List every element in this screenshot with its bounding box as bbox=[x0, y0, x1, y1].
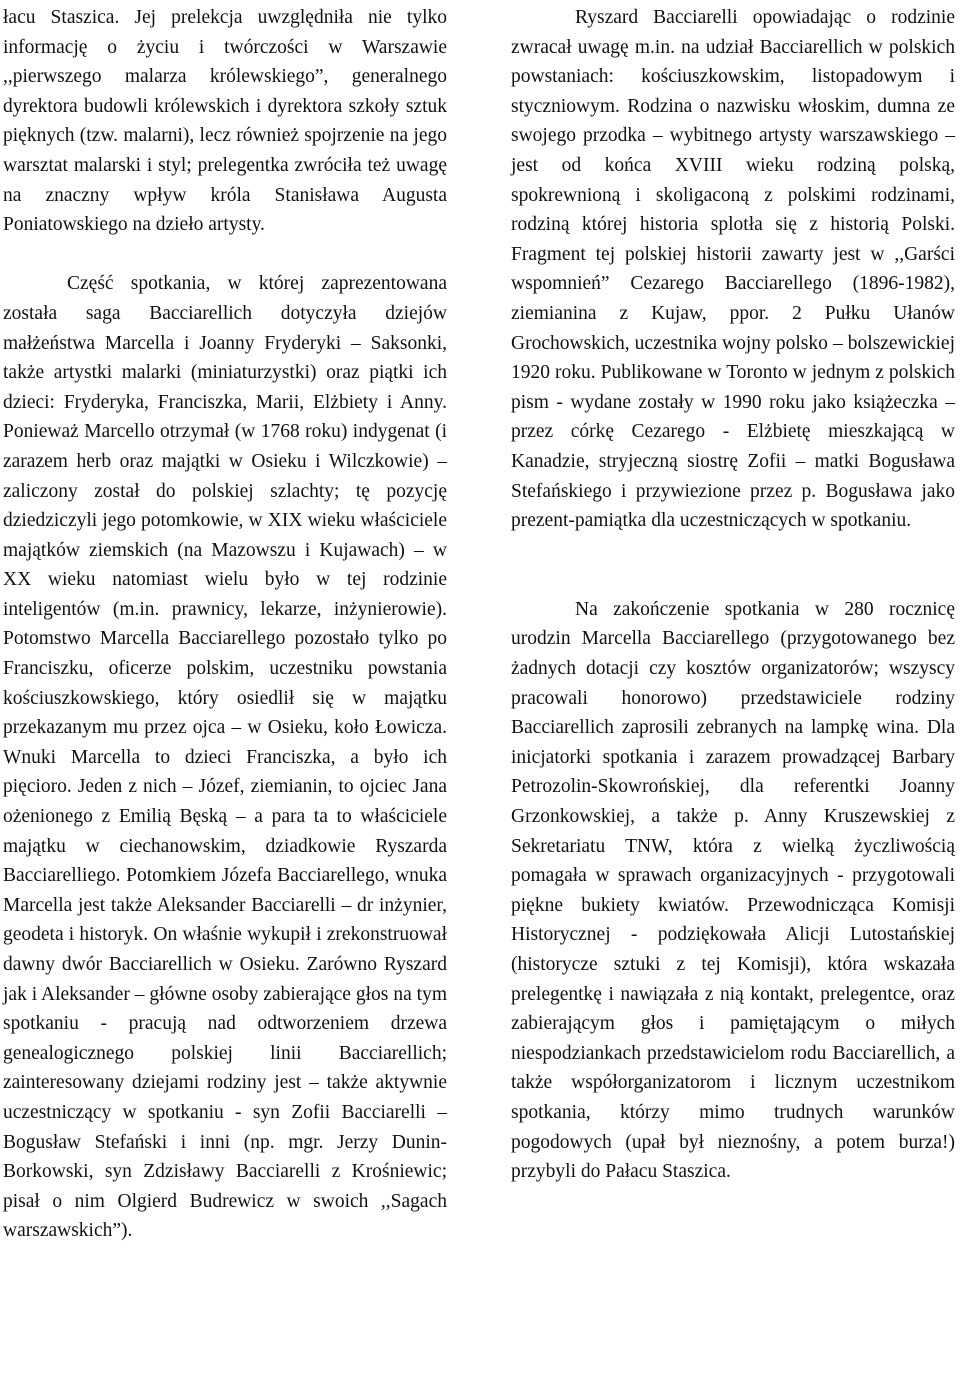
paragraph: łacu Staszica. Jej prelekcja uwzględniła nie tylko informację o życiu i twórczości w Warszawie ,,pierwszego malarza królewskiego”, generalnego dyrektora budowli królewskich i dyrektora szkoły sztuk pięknych (tzw. malarni), lecz również spojrzenie na jego warsztat malarski i styl; prelegentka zwróciła też uwagę na znaczny wpływ króla Stanisława Augusta Poniatowskiego na dzieło artysty. bbox=[3, 7, 447, 236]
paragraph-spacer bbox=[3, 240, 447, 270]
paragraph: Ryszard Bacciarelli opowiadając o rodzinie zwracał uwagę m.in. na udział Bacciarellich w polskich powstaniach: kościuszkowskim, listopadowym i styczniowym. Rodzina o nazwisku włoskim, dumna ze swojego przodka – wybitnego artysty warszawskiego – jest od końca XVIII wieku rodziną polską, spokrewnioną i skoligaconą z polskimi rodzinami, rodziną której historia splotła się z historią Polski. Fragment tej polskiej historii zawarty jest w ,,Garści wspomnień” Cezarego Bacciarellego (1896-1982), ziemianina z Kujaw, ppor. 2 Pułku Ułanów Grochowskich, uczestnika wojny polsko – bolszewickiej 1920 roku. Publikowane w Toronto w jednym z polskich pism - wydane zostały w 1990 roku jako książeczka – przez córkę Cezarego - Elżbietę mieszkającą w Kanadzie, stryjeczną siostrę Zofii – matki Bogusława Stefańskiego i przywiezione przez p. Bogusława jako prezent-pamiątka dla uczestniczących w spotkaniu. bbox=[511, 7, 955, 532]
paragraph: Na zakończenie spotkania w 280 rocznicę urodzin Marcella Bacciarellego (przygotowanego bez żadnych dotacji czy kosztów organizatorów; wszyscy pracowali honorowo) przedstawiciele rodziny Bacciarellich zaprosili zebranych na lampkę wina. Dla inicjatorki spotkania i zarazem prowadzącej Barbary Petrozolin-Skowrońskiej, dla referentki Joanny Grzonkowskiej, a także p. Anny Kruszewskiej z Sekretariatu TNW, która z wielką życzliwością pomagała w sprawach organizacyjnych - przygotowali piękne bukiety kwiatów. Przewodnicząca Komisji Historycznej - podziękowała Alicji Lutostańskiej (historycze sztuki z tej Komisji), która wskazała prelegentkę i nawiązała z nią kontakt, prelegentce, oraz zabierającym głos i pamiętającym o miłych niespodziankach przedstawicielom rodu Bacciarellich, a także współorganizatorom i licznym uczestnikom spotkania, którzy mimo trudnych warunków pogodowych (upał był nieznośny, a potem burza!) przybyli do Pałacu Staszica. bbox=[511, 598, 955, 1183]
right-column bbox=[511, 3, 955, 1187]
paragraph-spacer bbox=[511, 565, 955, 595]
paragraph-spacer bbox=[511, 536, 955, 566]
paragraph: Część spotkania, w której zaprezentowana została saga Bacciarellich dotyczyła dziejów małżeństwa Marcella i Joanny Fryderyki – Saksonki, także artystki malarki (miniaturzystki) oraz piątki ich dzieci: Fryderyka, Franciszka, Marii, Elżbiety i Anny. Ponieważ Marcello otrzymał (w 1768 roku) indygenat (i zarazem herb oraz majątki w Osieku i Wilczkowie) – zaliczony został do polskiej szlachty; tę pozycję dziedziczyli jego potomkowie, w XIX wieku właściciele majątków ziemskich (na Mazowszu i Kujawach) – w XX wieku natomiast wielu było w tej rodzinie inteligentów (m.in. prawnicy, lekarze, inżynierowie). Potomstwo Marcella Bacciarellego pozostało tylko po Franciszku, oficerze polskim, uczestniku powstania kościuszkowskiego, który osiedlił się w majątku przekazanym mu przez ojca – w Osieku, koło Łowicza. Wnuki Marcella to dzieci Franciszka, a było ich pięcioro. Jeden z nich – Józef, ziemianin, to ojciec Jana ożenionego z Emilią Bęską – a para ta to właściciele majątku w ciechanowskim, dziadkowie Ryszarda Bacciarelliego. Potomkiem Józefa Bacciarellego, wnuka Marcella jest także Aleksander Bacciarelli – dr inżynier, geodeta i historyk. On właśnie wykupił i zrekonstruował dawny dwór Bacciarellich w Osieku. Zarówno Ryszard jak i Aleksander – główne osoby zabierające głos na tym spotkaniu - pracują nad odtworzeniem drzewa genealogicznego polskiej linii Bacciarellich; zainteresowany dziejami rodziny jest – także aktywnie uczestniczący w spotkaniu - syn Zofii Bacciarelli – Bogusław Stefański i inni (np. mgr. Jerzy Dunin-Borkowski, syn Zdzisławy Bacciarelli z Krośniewic; pisał o nim Olgierd Budrewicz w swoich ,,Sagach warszawskich”). bbox=[3, 273, 447, 1242]
left-column bbox=[3, 3, 447, 1246]
